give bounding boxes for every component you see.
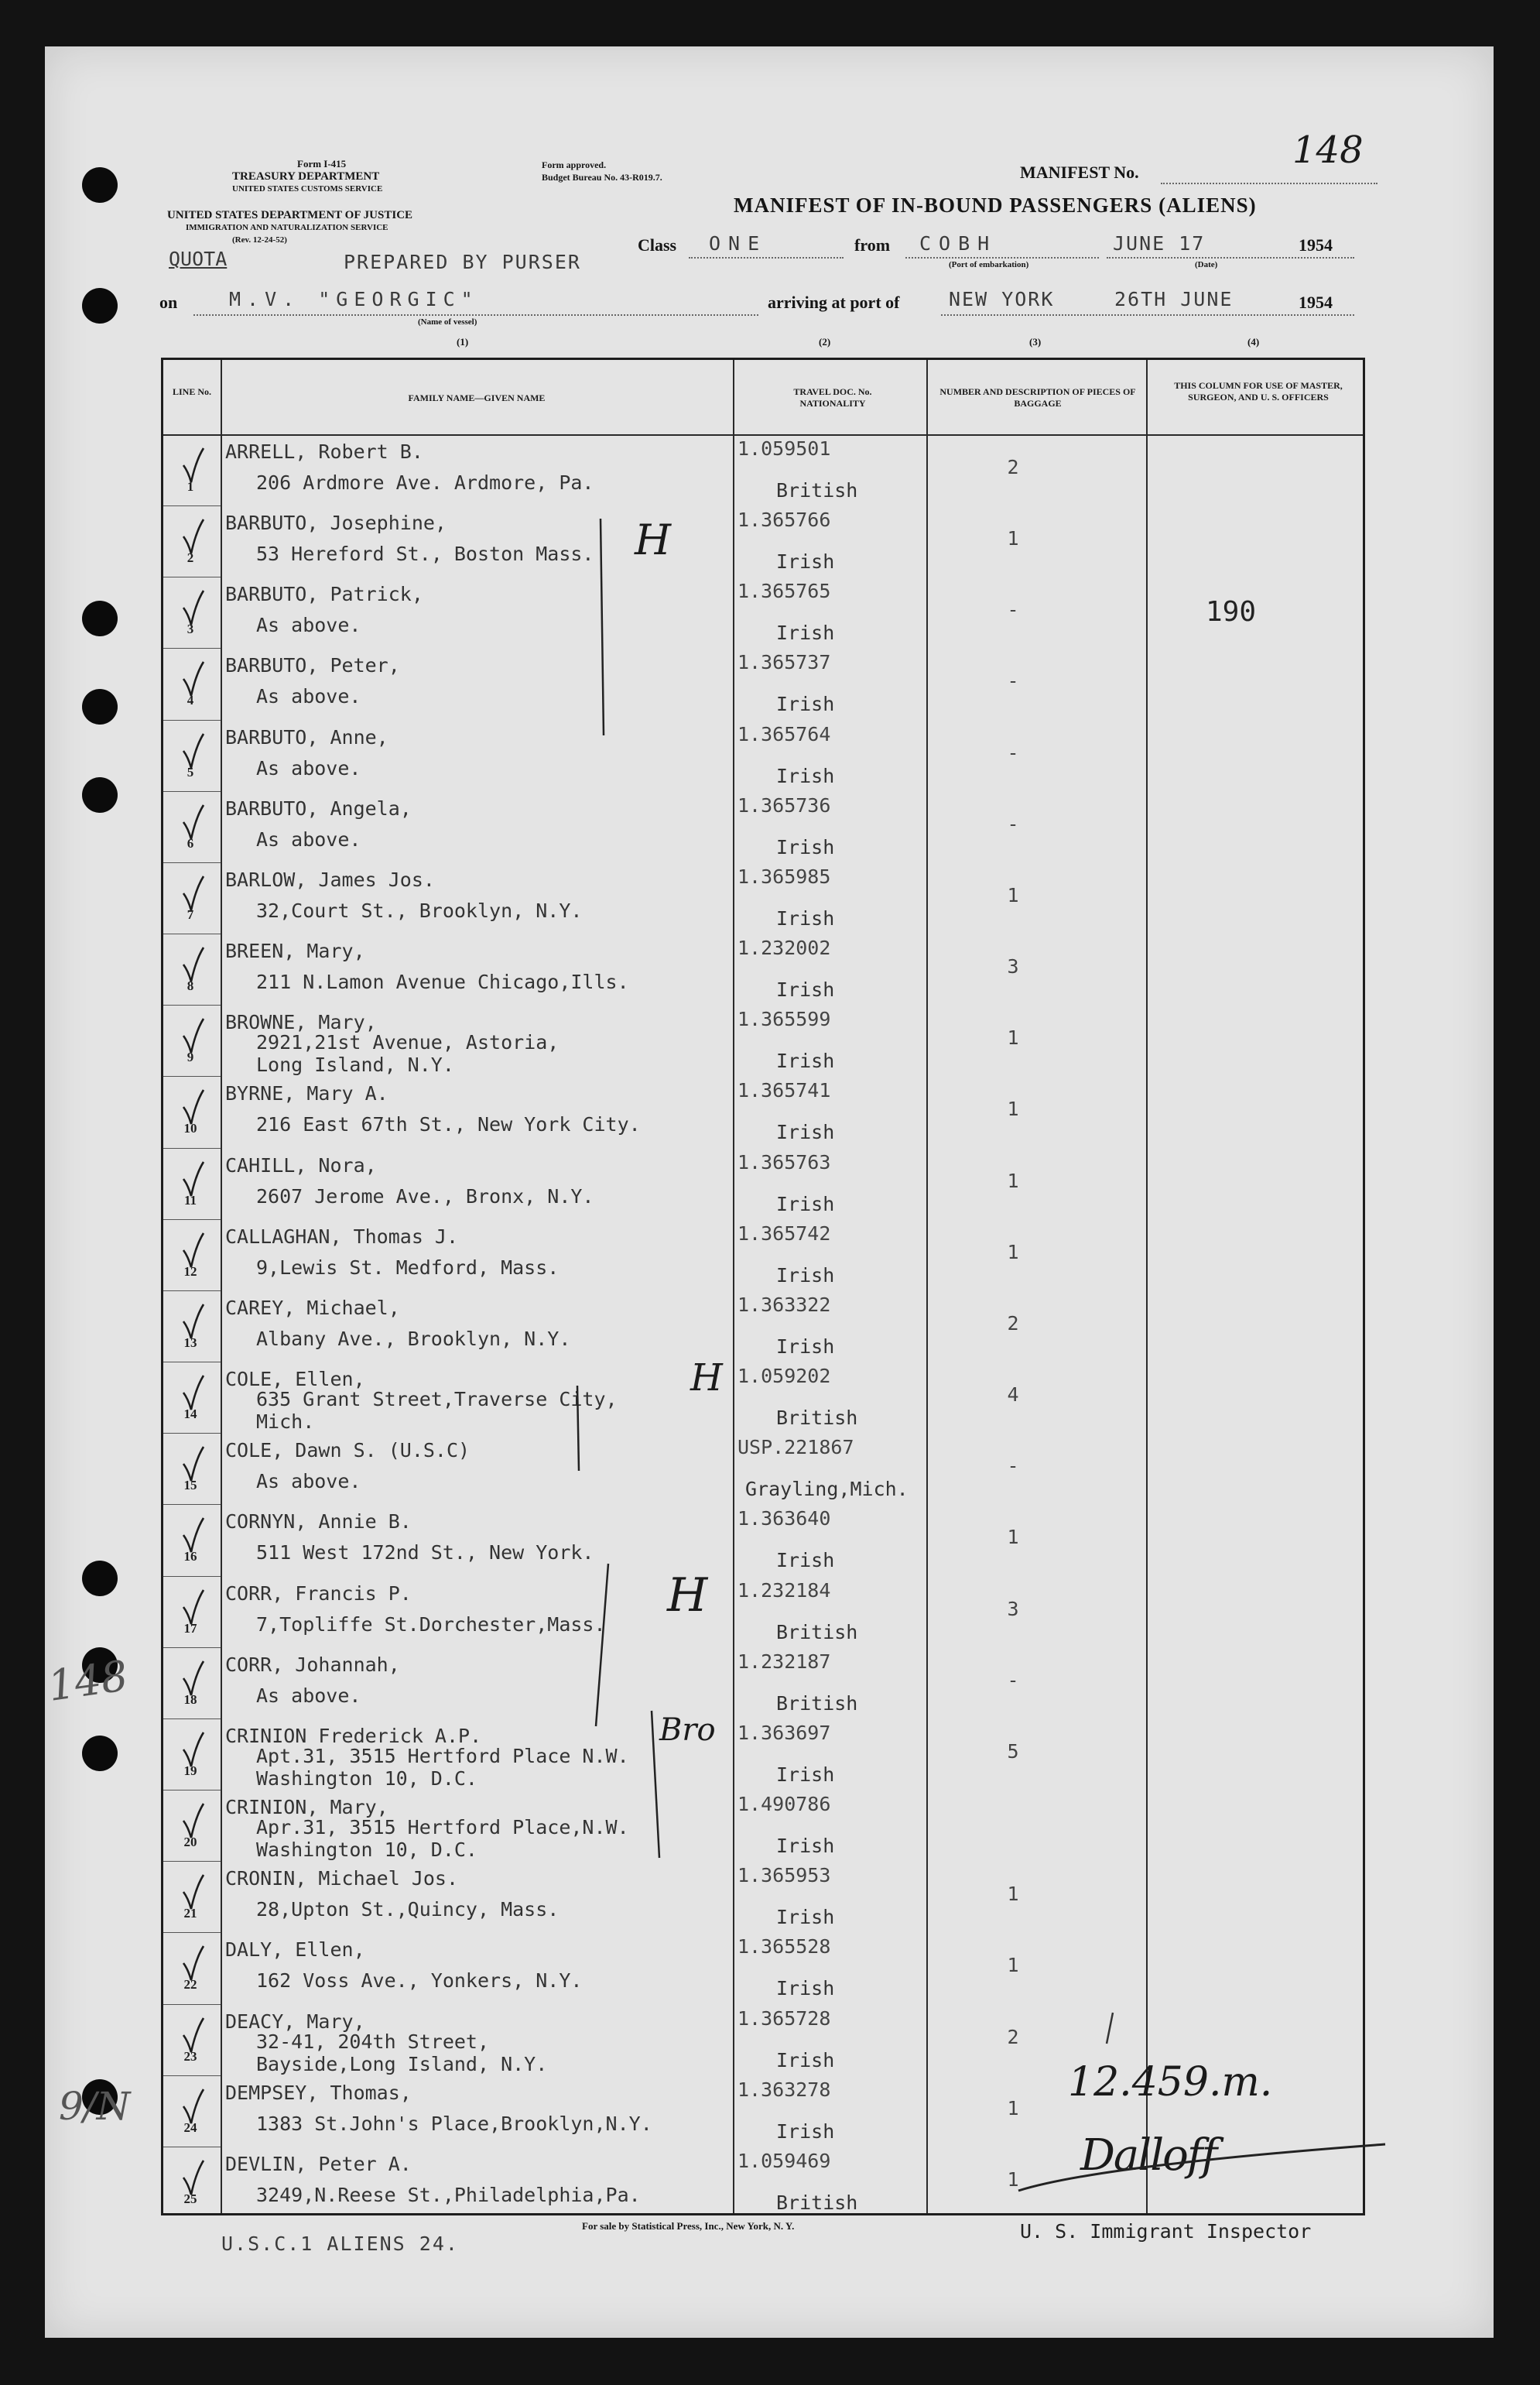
passenger-name: CORR, Johannah, <box>225 1653 400 1676</box>
nationality: Irish <box>776 1335 835 1358</box>
passenger-address: As above. <box>256 828 361 851</box>
passenger-name: BYRNE, Mary A. <box>225 1082 388 1105</box>
vessel-caption: (Name of vessel) <box>418 317 477 327</box>
passenger-address: 2607 Jerome Ave., Bronx, N.Y. <box>256 1184 594 1208</box>
class-label: Class <box>638 235 677 255</box>
line-number: 20 <box>183 1835 197 1850</box>
baggage-count: - <box>1007 1455 1019 1478</box>
passenger-address: 32-41, 204th Street, Bayside,Long Island, N.Y. <box>256 2030 548 2075</box>
budget-bureau: Budget Bureau No. 43-R019.7. <box>542 172 662 183</box>
form-number: Form I-415 <box>297 158 347 170</box>
travel-doc-number: 1.363322 <box>737 1293 831 1316</box>
baggage-count: 4 <box>1007 1383 1019 1407</box>
passenger-address: Apr.31, 3515 Hertford Place,N.W. Washington 10, D.C. <box>256 1816 629 1862</box>
passenger-address: Apt.31, 3515 Hertford Place N.W. Washington 10, D.C. <box>256 1744 629 1790</box>
nationality: British <box>776 1407 858 1430</box>
baggage-count: - <box>1007 1668 1019 1691</box>
nationality: Irish <box>776 978 835 1002</box>
date-caption: (Date) <box>1195 260 1218 269</box>
margin-number: 148 <box>45 1651 131 1711</box>
from-value: COBH <box>919 232 998 255</box>
col-num-1: (1) <box>457 336 469 348</box>
passenger-address: 511 West 172nd St., New York. <box>256 1541 594 1564</box>
col-num-2: (2) <box>819 336 831 348</box>
passenger-address: Albany Ave., Brooklyn, N.Y. <box>256 1327 571 1350</box>
passenger-address: 1383 St.John's Place,Brooklyn,N.Y. <box>256 2112 652 2135</box>
nationality: Irish <box>776 1121 835 1144</box>
margin-code: 9/N <box>59 2084 131 2129</box>
passenger-name: BARBUTO, Peter, <box>225 654 400 677</box>
travel-doc-number: 1.363697 <box>737 1721 831 1744</box>
nationality: Irish <box>776 1906 835 1929</box>
baggage-count: 5 <box>1007 1739 1019 1763</box>
arrival-year: 1954 <box>1299 293 1333 312</box>
passenger-address: 9,Lewis St. Medford, Mass. <box>256 1256 560 1279</box>
passenger-name: COLE, Ellen, <box>225 1368 365 1391</box>
passenger-name: DEACY, Mary, <box>225 2010 365 2033</box>
line-number: 23 <box>183 2048 197 2064</box>
travel-doc-number: 1.365599 <box>737 1008 831 1031</box>
line-number: 9 <box>187 1050 194 1065</box>
passenger-name: DALY, Ellen, <box>225 1938 365 1962</box>
passenger-address: 206 Ardmore Ave. Ardmore, Pa. <box>256 471 594 494</box>
nationality: Irish <box>776 2048 835 2071</box>
travel-doc-number: 1.365985 <box>737 865 831 888</box>
passenger-name: BREEN, Mary, <box>225 940 365 963</box>
passenger-name: CAHILL, Nora, <box>225 1153 377 1177</box>
line-number: 12 <box>183 1263 197 1279</box>
travel-doc-number: 1.365763 <box>737 1150 831 1174</box>
line-number: 25 <box>183 2191 197 2206</box>
travel-doc-number: 1.365766 <box>737 509 831 532</box>
baggage-count: 1 <box>1007 1026 1019 1050</box>
baggage-count: 1 <box>1007 1098 1019 1121</box>
nationality: Irish <box>776 1050 835 1073</box>
nationality: Irish <box>776 1977 835 2000</box>
h-mark: H <box>690 1356 723 1400</box>
passenger-address: As above. <box>256 756 361 780</box>
passenger-name: CORNYN, Annie B. <box>225 1510 412 1533</box>
passenger-address: 216 East 67th St., New York City. <box>256 1113 641 1136</box>
col-header-line: LINE No. <box>172 386 211 397</box>
passenger-address: As above. <box>256 614 361 637</box>
travel-doc-number: 1.232002 <box>737 937 831 960</box>
travel-doc-number: 1.232187 <box>737 1650 831 1673</box>
revision: (Rev. 12-24-52) <box>232 235 287 245</box>
nationality: Irish <box>776 1549 835 1572</box>
inspector-signature: Dalloff <box>1080 2130 1217 2181</box>
col-header-baggage: NUMBER AND DESCRIPTION OF PIECES OF BAGGAGE <box>939 386 1136 409</box>
press-credit: For sale by Statistical Press, Inc., New York, N. Y. <box>582 2220 795 2232</box>
travel-doc-number: 1.365742 <box>737 1222 831 1245</box>
travel-doc-number: 1.365741 <box>737 1079 831 1102</box>
departure-year: 1954 <box>1299 235 1333 255</box>
h-mark: H <box>635 516 672 564</box>
passenger-address: 162 Voss Ave., Yonkers, N.Y. <box>256 1969 583 1993</box>
time-note: 12.459.m. <box>1068 2059 1273 2106</box>
quota-label: QUOTA <box>169 248 228 270</box>
line-number: 2 <box>187 550 194 566</box>
line-number: 1 <box>187 479 194 494</box>
arrival-day: 26TH JUNE <box>1114 288 1234 310</box>
form-approved: Form approved. <box>542 159 607 170</box>
nationality: Irish <box>776 1263 835 1287</box>
prepared-by: PREPARED BY PURSER <box>344 251 581 273</box>
travel-doc-number: 1.363278 <box>737 2078 831 2101</box>
departure-date: JUNE 17 <box>1113 232 1206 255</box>
baggage-count: 2 <box>1007 1311 1019 1335</box>
col-num-3: (3) <box>1029 336 1042 348</box>
nationality: Irish <box>776 2119 835 2143</box>
travel-doc-number: 1.232184 <box>737 1578 831 1602</box>
baggage-count: 3 <box>1007 1597 1019 1620</box>
officer-note: 190 <box>1206 596 1257 628</box>
nationality: Irish <box>776 835 835 858</box>
arrival-port: NEW YORK <box>949 288 1055 310</box>
baggage-count: 1 <box>1007 2167 1019 2191</box>
baggage-count: 1 <box>1007 1526 1019 1549</box>
immigrant-inspector: U. S. Immigrant Inspector <box>1020 2220 1312 2243</box>
passenger-name: CRINION, Mary, <box>225 1796 388 1819</box>
passenger-address: 3249,N.Reese St.,Philadelphia,Pa. <box>256 2183 641 2206</box>
travel-doc-number: 1.363640 <box>737 1507 831 1530</box>
justice-dept: UNITED STATES DEPARTMENT OF JUSTICE <box>167 209 413 221</box>
nationality: British <box>776 479 858 502</box>
passenger-name: CRINION Frederick A.P. <box>225 1724 482 1747</box>
baggage-count: 1 <box>1007 527 1019 550</box>
nationality: Irish <box>776 906 835 930</box>
travel-doc-number: 1.365737 <box>737 651 831 674</box>
passenger-name: BARBUTO, Patrick, <box>225 583 423 606</box>
class-value: ONE <box>709 232 768 255</box>
baggage-count: 2 <box>1007 2025 1019 2048</box>
travel-doc-number: 1.365765 <box>737 580 831 603</box>
passenger-name: CRONIN, Michael Jos. <box>225 1867 459 1890</box>
passenger-name: CAREY, Michael, <box>225 1296 400 1319</box>
baggage-count: 1 <box>1007 883 1019 906</box>
col-num-4: (4) <box>1247 336 1260 348</box>
passenger-name: BARBUTO, Josephine, <box>225 512 447 535</box>
travel-doc-number: USP.221867 <box>737 1436 854 1459</box>
baggage-count: - <box>1007 598 1019 622</box>
travel-doc-number: 1.365736 <box>737 793 831 817</box>
passenger-address: 635 Grant Street,Traverse City, Mich. <box>256 1388 618 1434</box>
passenger-name: BARBUTO, Angela, <box>225 797 412 820</box>
col-header-officers: THIS COLUMN FOR USE OF MASTER, SURGEON, AND U. S. OFFICERS <box>1174 380 1343 403</box>
manifest-no-value: 148 <box>1292 129 1364 172</box>
h-mark: H <box>667 1568 708 1623</box>
nationality: Grayling,Mich. <box>745 1478 909 1501</box>
line-number: 18 <box>183 1691 197 1707</box>
travel-doc-number: 1.490786 <box>737 1793 831 1816</box>
baggage-count: 1 <box>1007 1954 1019 1977</box>
nationality: Irish <box>776 764 835 787</box>
treasury-dept: TREASURY DEPARTMENT <box>232 170 380 183</box>
nationality: Irish <box>776 693 835 716</box>
ins-service: IMMIGRATION AND NATURALIZATION SERVICE <box>186 223 388 232</box>
passenger-address: 2921,21st Avenue, Astoria, Long Island, N.Y. <box>256 1031 560 1077</box>
port-caption: (Port of embarkation) <box>949 260 1029 269</box>
travel-doc-number: 1.365728 <box>737 2006 831 2030</box>
passenger-name: ARRELL, Robert B. <box>225 440 423 463</box>
arriving-label: arriving at port of <box>768 293 900 312</box>
line-number: 7 <box>187 906 194 922</box>
nationality: Irish <box>776 1835 835 1858</box>
line-number: 5 <box>187 764 194 780</box>
baggage-count: 1 <box>1007 1883 1019 1906</box>
document-title: MANIFEST OF IN-BOUND PASSENGERS (ALIENS) <box>734 194 1257 217</box>
on-label: on <box>159 293 178 312</box>
from-label: from <box>854 235 891 255</box>
passenger-address: 28,Upton St.,Quincy, Mass. <box>256 1898 560 1921</box>
customs-service: UNITED STATES CUSTOMS SERVICE <box>232 184 383 194</box>
line-number: 22 <box>183 1977 197 1993</box>
vessel-name: M.V. "GEORGIC" <box>229 288 479 310</box>
nationality: British <box>776 1620 858 1643</box>
nationality: British <box>776 2191 858 2214</box>
passenger-name: DEVLIN, Peter A. <box>225 2152 412 2175</box>
col-header-doc: TRAVEL DOC. No. NATIONALITY <box>793 386 872 409</box>
baggage-count: - <box>1007 812 1019 835</box>
nationality: British <box>776 1691 858 1715</box>
nationality: Irish <box>776 1192 835 1215</box>
line-number: 19 <box>183 1763 197 1778</box>
usc-aliens-count: U.S.C.1 ALIENS 24. <box>221 2233 459 2255</box>
passenger-address: 7,Topliffe St.Dorchester,Mass. <box>256 1612 606 1636</box>
line-number: 4 <box>187 693 194 708</box>
travel-doc-number: 1.059469 <box>737 2149 831 2172</box>
travel-doc-number: 1.365528 <box>737 1935 831 1958</box>
nationality: Irish <box>776 622 835 645</box>
baggage-count: - <box>1007 741 1019 764</box>
line-number: 17 <box>183 1620 197 1636</box>
baggage-count: 3 <box>1007 955 1019 978</box>
col-header-name: FAMILY NAME—GIVEN NAME <box>408 392 546 403</box>
passenger-name: BROWNE, Mary, <box>225 1011 377 1034</box>
baggage-count: 1 <box>1007 1240 1019 1263</box>
passenger-name: BARBUTO, Anne, <box>225 725 388 749</box>
line-number: 8 <box>187 978 194 994</box>
passenger-address: 53 Hereford St., Boston Mass. <box>256 543 594 566</box>
passenger-address: As above. <box>256 1470 361 1493</box>
baggage-count: 1 <box>1007 1169 1019 1192</box>
line-number: 24 <box>183 2119 197 2135</box>
passenger-name: COLE, Dawn S. (U.S.C) <box>225 1439 471 1462</box>
passenger-name: CALLAGHAN, Thomas J. <box>225 1225 459 1248</box>
line-number: 14 <box>183 1407 197 1422</box>
baggage-count: - <box>1007 670 1019 693</box>
baggage-count: 1 <box>1007 2096 1019 2119</box>
line-number: 16 <box>183 1549 197 1564</box>
passenger-address: 32,Court St., Brooklyn, N.Y. <box>256 899 583 922</box>
line-number: 11 <box>183 1192 197 1208</box>
travel-doc-number: 1.365764 <box>737 722 831 745</box>
passenger-address: 211 N.Lamon Avenue Chicago,Ills. <box>256 971 629 994</box>
line-number: 15 <box>183 1478 197 1493</box>
passenger-address: As above. <box>256 1684 361 1707</box>
line-number: 10 <box>183 1121 197 1136</box>
baggage-count: 2 <box>1007 456 1019 478</box>
passenger-name: DEMPSEY, Thomas, <box>225 2081 412 2104</box>
passenger-name: BARLOW, James Jos. <box>225 868 435 891</box>
line-number: 6 <box>187 835 194 851</box>
passenger-address: As above. <box>256 685 361 708</box>
travel-doc-number: 1.059202 <box>737 1365 831 1388</box>
passenger-name: CORR, Francis P. <box>225 1581 412 1605</box>
line-number: 3 <box>187 622 194 637</box>
line-number: 13 <box>183 1335 197 1350</box>
travel-doc-number: 1.059501 <box>737 437 831 460</box>
nationality: Irish <box>776 550 835 574</box>
line-number: 21 <box>183 1906 197 1921</box>
travel-doc-number: 1.365953 <box>737 1864 831 1887</box>
nationality: Irish <box>776 1763 835 1786</box>
bro-note: Bro <box>659 1712 716 1748</box>
manifest-no-label: MANIFEST No. <box>1020 163 1139 182</box>
